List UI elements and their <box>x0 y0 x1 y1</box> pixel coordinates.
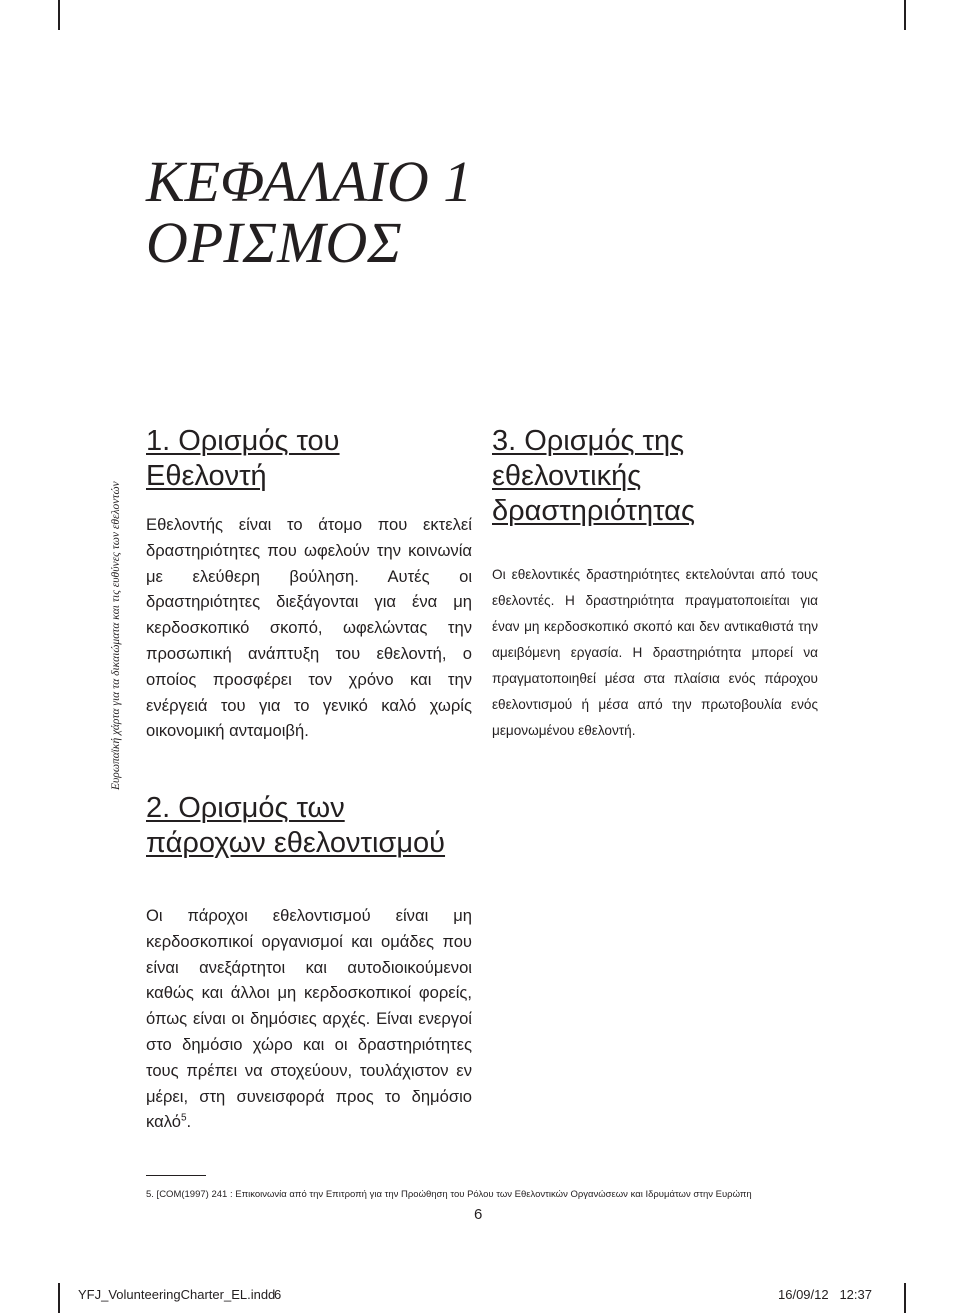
crop-mark-bottom-right <box>904 1283 906 1313</box>
footnote-text: 5. [COM(1997) 241 : Επικοινωνία από την Επιτροπή για την Προώθηση του Ρόλου των Εθελοντικών Οργανώσεων και Ιδρυμάτων στην Ευρώπη <box>146 1189 752 1200</box>
section-3-heading-line2: εθελοντικής <box>492 460 642 492</box>
section-2-text <box>146 903 472 1135</box>
chapter-title-number: ΚΕΦΑΛΑΙΟ 1 <box>146 149 473 214</box>
footnote-reference: 5 <box>180 1112 187 1124</box>
section-2-text-body: Οι πάροχοι εθελοντισμού είναι μη κερδοσκοπικοί οργανισμοί και ομάδες που είναι ανεξάρτητοι και αυτοδιοικούμενοι καθώς και άλλοι μη κερδοσκοπικοί φορείς, όπως είναι οι δημόσιες αρχές. Είναι ενεργοί στο δημόσιο χώρο και οι δραστηριότητες τους πρέπει να στοχεύουν, τουλάχιστον εν μέρει, στη συνεισφορά προς το δημόσιο καλό <box>146 906 472 1132</box>
slug-datetime: 16/09/12 12:37 <box>778 1287 872 1302</box>
footnote-divider <box>146 1175 206 1176</box>
crop-mark-bottom-left <box>58 1283 60 1313</box>
side-running-title: Ευρωπαϊκή χάρτα για τα δικαιώματα και τις ευθύνες των εθελοντών <box>110 481 122 790</box>
section-2-text-end: . <box>186 1112 192 1132</box>
section-3-heading-line1: 3. Ορισμός της <box>492 425 685 457</box>
section-3-heading-line3: δραστηριότητας <box>492 495 695 527</box>
section-2-heading-line2: πάροχων εθελοντισμού <box>146 827 446 859</box>
section-2-heading-line1: 2. Ορισμός των <box>146 792 345 824</box>
crop-mark-top-left <box>58 0 60 30</box>
crop-mark-top-right <box>904 0 906 30</box>
chapter-title-name: ΟΡΙΣΜΟΣ <box>146 210 402 275</box>
section-3-text: Οι εθελοντικές δραστηριότητες εκτελούνται από τους εθελοντές. Η δραστηριότητα πραγματοποιείται για έναν μη κερδοσκοπικό σκοπό και δεν αντικαθιστά την αμειβόμενη εργασία. Η δραστηριότητα μπορεί να πραγματοποιηθεί μέσα στα πλαίσια ενός πάροχου εθελοντισμού ή μέσα από την πρωτοβουλία ενός μεμονωμένου εθελοντή. <box>492 567 818 738</box>
slug-page: 6 <box>274 1287 282 1302</box>
section-1-heading-line1: 1. Ορισμός του <box>146 425 340 457</box>
section-1-heading-line2: Εθελοντή <box>146 460 267 492</box>
page-number: 6 <box>474 1206 483 1223</box>
section-1-text: Εθελοντής είναι το άτομο που εκτελεί δραστηριότητες που ωφελούν την κοινωνία με ελεύθερη βούληση. Αυτές οι δραστηριότητες διεξάγονται για ένα μη κερδοσκοπικό σκοπό, ωφελώντας την προσωπική ανάπτυξη του εθελοντή, ο οποίος προσφέρει τον χρόνο και την ενέργειά του για το γενικό καλό χωρίς οικονομική ανταμοιβή. <box>146 515 472 741</box>
slug-filename: YFJ_VolunteeringCharter_EL.indd <box>78 1287 276 1302</box>
